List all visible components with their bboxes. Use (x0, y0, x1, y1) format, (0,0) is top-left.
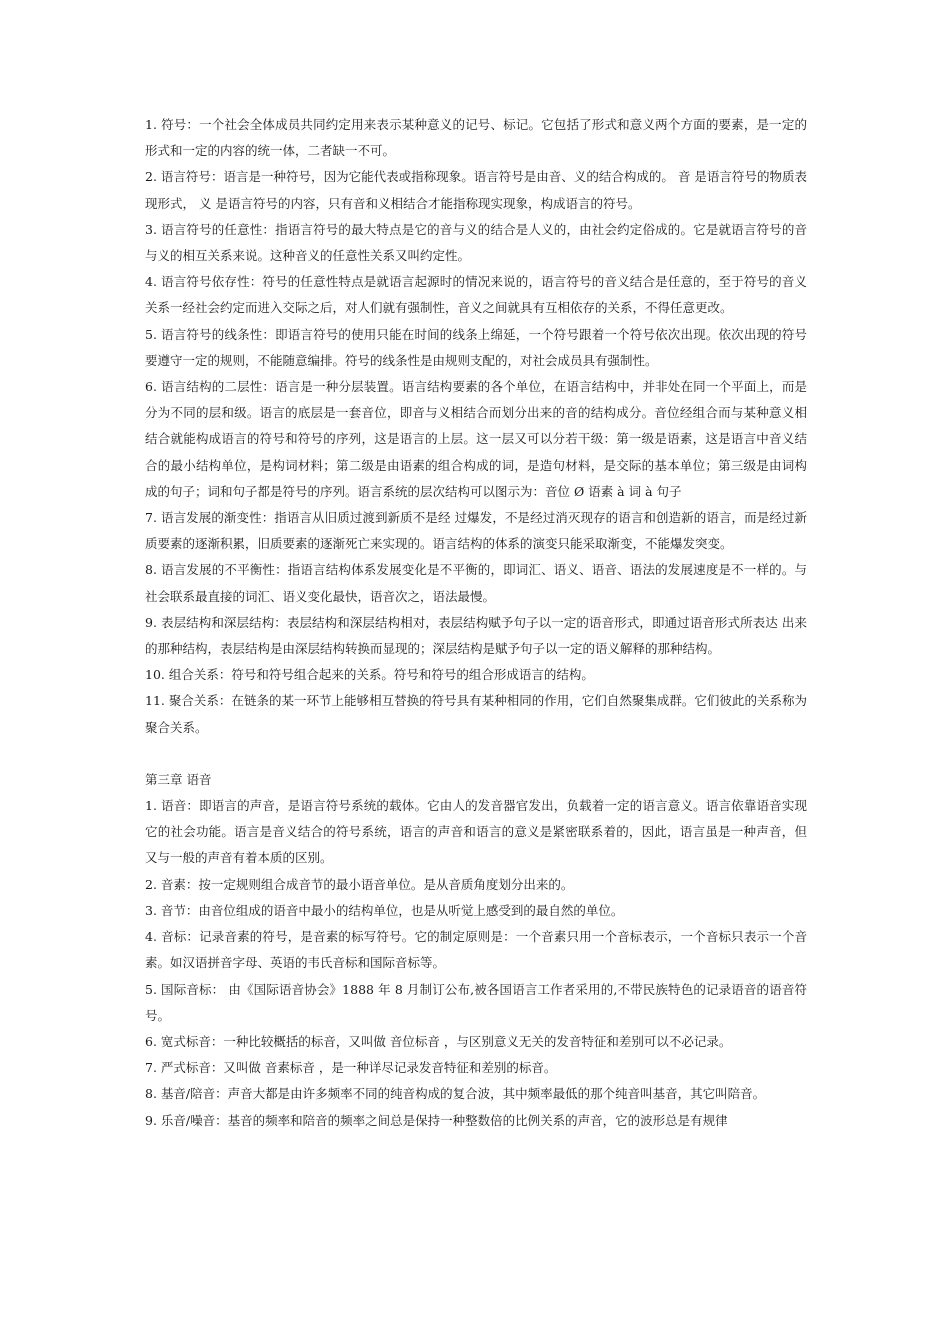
definition-syntagmatic-relation: 10. 组合关系：符号和符号组合起来的关系。符号和符号的组合形成语言的结构。 (145, 667, 594, 683)
document-page (145, 112, 807, 1134)
definition-paradigmatic-relation: 11. 聚合关系：在链条的某一环节上能够相互替换的符号具有某种相同的作用，它们自然聚集成群。它们彼此的关系称为聚合关系。 (145, 693, 807, 735)
definition-ipa: 5. 国际音标： 由《国际语音协会》1888 年 8 月制订公布,被各国语言工作者采用的,不带民族特色的记录语音的语音符号。 (145, 981, 807, 1023)
definition-symbol: 1. 符号：一个社会全体成员共同约定用来表示某种意义的记号、标记。它包括了形式和意义两个方面的要素，是一定的形式和一定的内容的统一体，二者缺一不可。 (145, 117, 807, 159)
definition-arbitrariness: 3. 语言符号的任意性：指语言符号的最大特点是它的音与义的结合是人义的，由社会约定俗成的。它是就语言符号的音与义的相互关系来说。这种音义的任意性关系又叫约定性。 (145, 221, 807, 264)
definition-linearity: 5. 语言符号的线条性：即语言符号的使用只能在时间的线条上绵延，一个符号跟着一个符号依次出现。依次出现的符号要遵守一定的规则，不能随意编排。符号的线条性是由规则支配的，对社会成员具有强制性。 (145, 326, 807, 368)
definition-surface-deep-structure: 9. 表层结构和深层结构：表层结构和深层结构相对，表层结构赋予句子以一定的语音形式，即通过语音形式所表达 出来的那种结构，表层结构是由深层结构转换而显现的；深层结构是赋予句子以一定的语义解释的那种结构。 (145, 614, 807, 657)
definition-narrow-transcription: 7. 严式标音：又叫做 音素标音 ，是一种详尽记录发音特征和差别的标音。 (145, 1060, 557, 1076)
definition-musical-noise: 9. 乐音/噪音：基音的频率和陪音的频率之间总是保持一种整数倍的比例关系的声音，它的波形总是有规律 (145, 1112, 728, 1128)
definition-phone: 2. 音素：按一定规则组合成音节的最小语音单位。是从音质角度划分出来的。 (145, 876, 574, 892)
definition-gradual-change: 7. 语言发展的渐变性：指语言从旧质过渡到新质不是经 过爆发，不是经过消灭现存的语言和创造新的语言，而是经过新质要素的逐渐积累，旧质要素的逐渐死亡来实现的。语言结构的体系的演变只能采取渐变，不能爆发突变。 (145, 510, 807, 552)
definition-two-layer-structure: 6. 语言结构的二层性：语言是一种分层装置。语言结构要素的各个单位，在语言结构中，并非处在同一个平面上，而是分为不同的层和级。语言的底层是一套音位，即音与义相结合而划分出来的音的结构成分。音位经组合而与某种意义相结合就能构成语言的符号和符号的序列，这是语言的上层。这一层又可以分若干级：第一级是语素，这是语言中音义结合的最小结构单位，是构词材料；第二级是由语素的组合构成的词，是造句材料，是交际的基本单位；第三级是由词构成的句子；词和句子都是符号的序列。语言系统的层次结构可以图示为：音位 Ø 语素 à 词 à 句子 (145, 379, 807, 499)
definition-language-symbol: 2. 语言符号：语言是一种符号，因为它能代表或指称现象。语言符号是由音、义的结合构成的。 音 是语言符号的物质表现形式， 义 是语言符号的内容，只有音和义相结合才能指称现实现象，构成语言的符号。 (145, 169, 807, 211)
definition-syllable: 3. 音节：由音位组成的语音中最小的结构单位，也是从听觉上感受到的最自然的单位。 (145, 902, 624, 918)
section-gap (145, 741, 807, 767)
definition-dependency: 4. 语言符号依存性：符号的任意性特点是就语言起源时的情况来说的，语言符号的音义结合是任意的，至于符号的音义关系一经社会约定而进入交际之后，对人们就有强制性，音义之间就具有互相依存的关系，不得任意更改。 (145, 274, 807, 316)
definition-imbalance: 8. 语言发展的不平衡性：指语言结构体系发展变化是不平衡的，即词汇、语义、语音、语法的发展速度是不一样的。与社会联系最直接的词汇、语义变化最快，语音次之，语法最慢。 (145, 562, 807, 604)
chapter-heading: 第三章 语音 (145, 771, 212, 787)
definition-broad-transcription: 6. 宽式标音：一种比较概括的标音，又叫做 音位标音 ，与区别意义无关的发音特征和差别可以不必记录。 (145, 1033, 732, 1049)
definition-fundamental-overtone: 8. 基音/陪音：声音大都是由许多频率不同的纯音构成的复合波，其中频率最低的那个纯音叫基音，其它叫陪音。 (145, 1086, 766, 1102)
definition-phonetic-symbol: 4. 音标：记录音素的符号，是音素的标写符号。它的制定原则是：一个音素只用一个音标表示，一个音标只表示一个音素。如汉语拼音字母、英语的韦氏音标和国际音标等。 (145, 929, 807, 971)
definition-speech-sound: 1. 语音：即语言的声音，是语言符号系统的载体。它由人的发音器官发出，负载着一定的语言意义。语言依靠语音实现它的社会功能。语言是音义结合的符号系统，语言的声音和语言的意义是紧密联系着的，因此，语言虽是一种声音，但又与一般的声音有着本质的区别。 (145, 798, 807, 866)
